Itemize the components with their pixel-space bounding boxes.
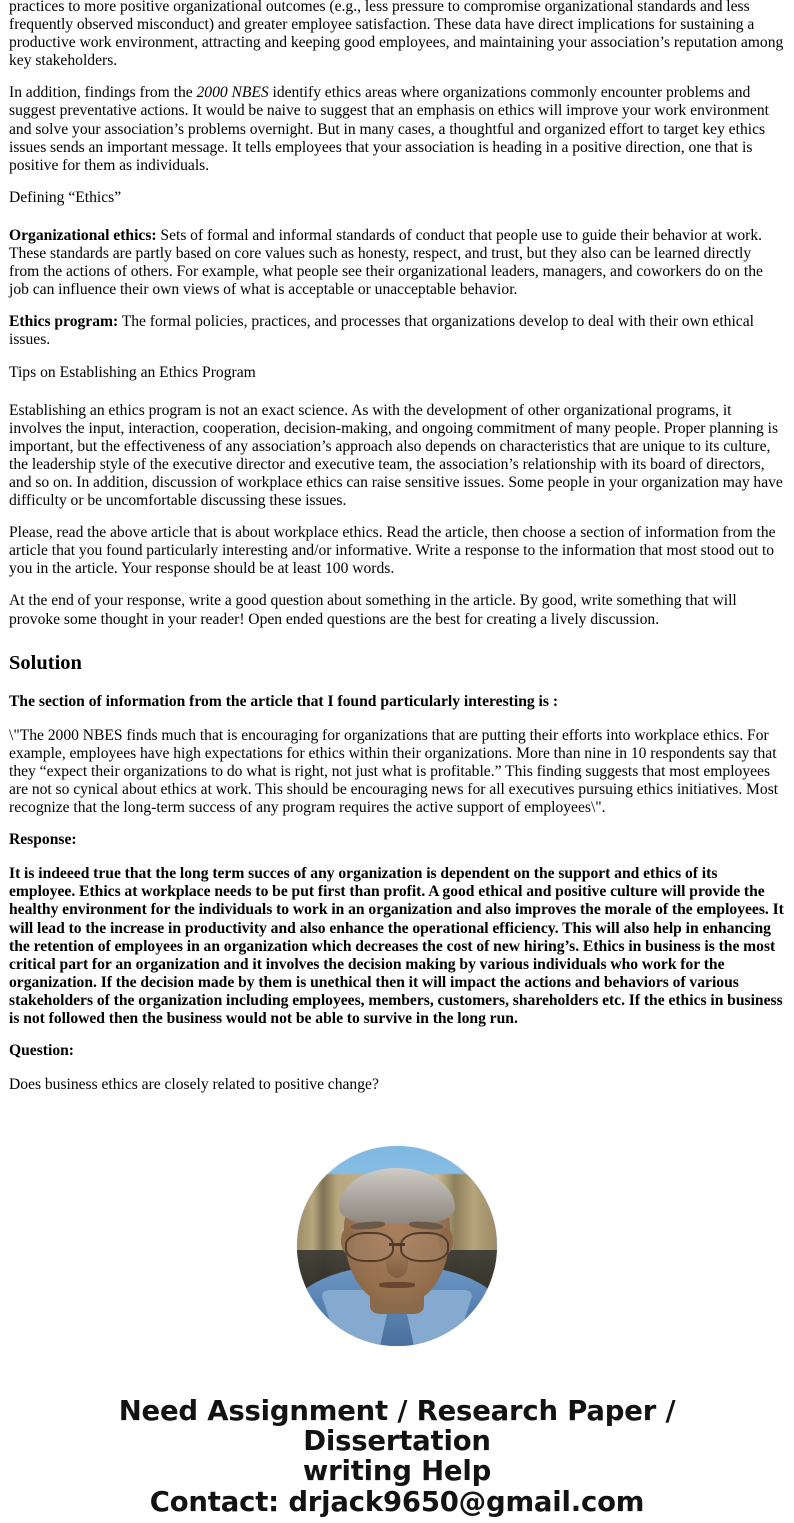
nbes-citation: 2000 NBES [196,84,269,102]
article-paragraph-2 [9,84,785,174]
ethics-program-text: The formal policies, practices, and processes that organizations develop to deal with their own ethical issues. [9,313,754,349]
solution-quoted-excerpt: \"The 2000 NBES finds much that is encouraging for organizations that are putting their efforts into workplace ethics. For example, employees have high expectations for ethics within their organizations. More than nine in 10 respondents say that they “expect their organizations to do what is right, not just what is profitable.” This finding suggests that most employees are not so cynical about ethics at work. This should be encouraging news for all executives pursuing ethics initiatives. Most recognize that the long-term success of any program requires the active support of employees\". [9,726,779,817]
promo-contact-line: Contact: drjack9650@gmail.com [149,1486,645,1519]
promo-line-1: Need Assignment / Research Paper / Dissertation [118,1395,676,1458]
footer-promo [9,1396,785,1517]
heading-tips-on-establishing-ethics-program: Tips on Establishing an Ethics Program [9,363,256,381]
organizational-ethics-label: Organizational ethics: [9,226,157,244]
solution-heading: Solution [9,651,82,674]
avatar-container [9,1146,785,1346]
organizational-ethics-text: Sets of formal and informal standards of conduct that people use to guide their behavior at work. These standards are partly based on core values such as honesty, respect, and trust, but they also can be learned directly from the actions of others. For example, what people see their organizational leaders, managers, and coworkers do on the job can influence their own views of what is acceptable or unacceptable behavior. [9,226,763,299]
paragraph-2-tail-text: identify ethics areas where organizations commonly encounter problems and suggest preventative actions. It would be naive to suggest that an emphasis on ethics will improve your work environment and solve your association’s problems overnight. But in many cases, a thoughtful and organized effort to target key ethics issues sends an important message. It tells employees that your association is heading in a positive direction, one that is positive for them as individuals. [9,84,769,174]
assignment-instruction-1: Please, read the above article that is about workplace ethics. Read the article, then choose a section of information from the article that you found particularly interesting and/or informative. Write a response to the information that most stood out to you in the article. Your response should be at least 100 words. [9,524,776,578]
ethics-program-label: Ethics program: [9,313,119,331]
promo-line-2: writing Help [302,1455,492,1488]
paragraph-2-lead-text: In addition, findings from the [9,84,197,102]
question-text: Does business ethics are closely related to positive change? [9,1076,379,1094]
avatar [297,1146,497,1346]
avatar-nose [386,1250,408,1278]
definition-ethics-program [9,313,785,349]
assignment-instruction-2: At the end of your response, write a good question about something in the article. By good, write something that will provoke some thought in your reader! Open ended questions are the best for creating a lively discussion. [9,592,737,628]
heading-defining-ethics: Defining “Ethics” [9,188,122,206]
response-label: Response: [9,831,77,849]
response-text: It is indeeed true that the long term succes of any organization is dependent on the support and ethics of its employee. Ethics at workplace needs to be put first than profit. A good ethical and positive culture will provide the healthy environment for the individuals to work in an organization and also improves the morale of the employees. It will lead to the increase in productivity and also enhance the operational efficiency. This will also help in enhancing the retention of employees in an organization which decreases the cost of new hiring’s. Ethics in business is the most critical part for an organization and it involves the decision making by various individuals who work for the organization. If the decision made by them is unethical then it will impact the actions and behaviors of various stakeholders of the organization including employees, members, customers, shareholders etc. If the ethics in business is not followed then the business would not be able to survive in the long run. [9,865,784,1028]
avatar-glasses-bridge [389,1243,406,1245]
definition-organizational-ethics [9,227,785,299]
article-paragraph-1: practices to more positive organizational outcomes (e.g., less pressure to compromise organizational standards and less frequently observed misconduct) and greater employee satisfaction. These data have direct implications for sustaining a productive work environment, attracting and keeping good employees, and maintaining your association’s reputation among key stakeholders. [9,0,784,70]
avatar-mouth [379,1282,415,1287]
article-paragraph-tips: Establishing an ethics program is not an exact science. As with the development of other organizational programs, it involves the input, interaction, cooperation, decision-making, and ongoing commitment of many people. Proper planning is important, but the effectiveness of any association’s approach also depends on characteristics that are unique to its culture, the leadership style of the executive director and executive team, the association’s relationship with its board of directors, and so on. In addition, discussion of workplace ethics can raise sensitive issues. Some people in your organization may have difficulty or be uncomfortable discussing these issues. [9,401,783,510]
solution-section-label: The section of information from the article that I found particularly interesting is : [9,692,559,710]
question-label: Question: [9,1042,74,1060]
